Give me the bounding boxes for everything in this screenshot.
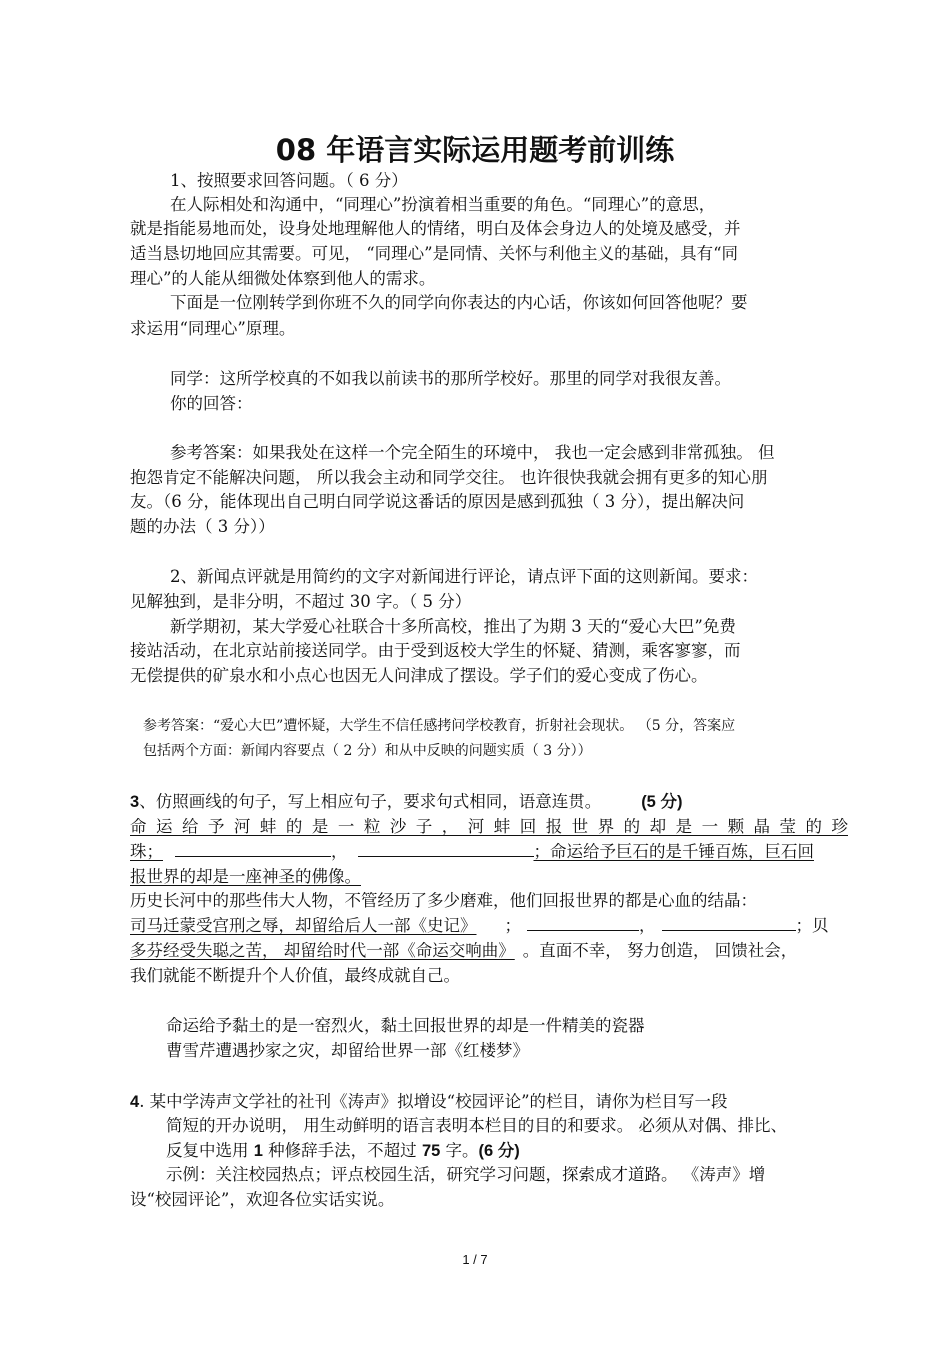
q4-text: 字。: [440, 1141, 479, 1160]
q1-instruction-line: 求运用“同理心”原理。: [130, 319, 296, 338]
q3-model-line3: 报世界的却是一座神圣的佛像。: [130, 867, 361, 886]
q4-text-line: 简短的开办说明， 用生动鲜明的语言表明本栏目的目的和要求。 必须从对偶、排比、: [166, 1116, 787, 1135]
q3-blank-3[interactable]: [527, 915, 639, 931]
q3-answer-line: 曹雪芹遭遇抄家之灾，却留给世界一部《红楼梦》: [166, 1041, 529, 1060]
q3-model-line2: [130, 841, 822, 863]
q1-text-line: 适当恳切地回应其需要。可见， “同理心”是同情、关怀与利他主义的基础，具有“同: [130, 244, 739, 263]
q4-text: 种修辞手法，不超过: [262, 1141, 422, 1160]
q1-answer-line: 参考答案：如果我处在这样一个完全陌生的环境中， 我也一定会感到非常孤独。 但: [170, 443, 775, 462]
q4-heading-text: . 某中学涛声文学社的社刊《涛声》拟增设“校园评论”的栏目，请你为栏目写一段: [139, 1092, 728, 1111]
q1-answer-line: 题的办法（ 3 分））: [130, 517, 275, 536]
q4-score: (6 分): [478, 1142, 520, 1160]
q1-answer-line: 友。（6 分，能体现出自己明白同学说这番话的原因是感到孤独（ 3 分），提出解决问: [130, 492, 745, 511]
q3-model-sentence: 命运给予河蚌的是一粒沙子，河蚌回报世界的却是一颗晶莹的珍: [130, 817, 848, 836]
q4-number-bold: 75: [421, 1142, 441, 1160]
q1-text-line: 在人际相处和沟通中，“同理心”扮演着相当重要的角色。“同理心”的意思，: [170, 195, 716, 214]
q3-blank-1[interactable]: [175, 841, 331, 857]
q4-example-line: 设“校园评论”，欢迎各位实话实说。: [130, 1190, 395, 1209]
q4-number-bold: 1: [253, 1142, 263, 1160]
q2-heading: 2、新闻点评就是用简约的文字对新闻进行评论，请点评下面的这则新闻。要求：: [170, 567, 758, 586]
q3-underlined-example: 多芬经受失聪之苦， 却留给时代一部《命运交响曲》: [130, 941, 515, 960]
page-title: 08 年语言实际运用题考前训练: [275, 133, 675, 167]
q3-prompt-line5: [130, 915, 829, 937]
q2-heading: 见解独到，是非分明，不超过 30 字。（ 5 分）: [130, 592, 472, 611]
q3-number: 3: [130, 793, 140, 811]
q3-heading: [130, 791, 682, 813]
page-number: 1 / 7: [462, 1252, 488, 1267]
q1-instruction-line: 下面是一位刚转学到你班不久的同学向你表达的内心话，你该如何回答他呢？要: [170, 293, 748, 312]
q3-score: (5 分): [641, 793, 683, 811]
q3-model-text: ；命运给予巨石的是千锤百炼，巨石回: [533, 842, 814, 861]
q3-blank-4[interactable]: [662, 915, 796, 931]
q4-example-line: 示例：关注校园热点；评点校园生活，研究学习问题，探索成才道路。 《涛声》增: [166, 1165, 766, 1184]
q4-heading: [130, 1091, 728, 1113]
q3-prompt-line: 我们就能不断提升个人价值，最终成就自己。: [130, 966, 460, 985]
q3-text: ；贝: [795, 916, 829, 935]
q3-blank-2[interactable]: [358, 841, 534, 857]
q2-news-line: 无偿提供的矿泉水和小点心也因无人问津成了摆设。学子们的爱心变成了伤心。: [130, 666, 708, 685]
q3-underlined-example: 司马迁蒙受宫刑之辱，却留给后人一部《史记》: [130, 916, 477, 935]
q2-news-line: 新学期初，某大学爱心社联合十多所高校，推出了为期 3 天的“爱心大巴”免费: [170, 617, 736, 636]
q3-prompt-line: 历史长河中的那些伟大人物，不管经历了多少磨难，他们回报世界的都是心血的结晶：: [130, 891, 757, 910]
q3-heading-text: 、仿照画线的句子，写上相应句子，要求句式相同，语意连贯。: [139, 792, 602, 811]
q3-separator: ；: [504, 916, 521, 935]
q1-student-quote: 同学：这所学校真的不如我以前读书的那所学校好。那里的同学对我很友善。: [170, 369, 731, 388]
q3-separator: ，: [331, 842, 348, 861]
q3-prompt-line6: [130, 940, 797, 962]
q1-answer-line: 抱怨肯定不能解决问题， 所以我会主动和同学交往。 也许很快我就会拥有更多的知心朋: [130, 468, 768, 487]
q4-text: 反复中选用: [166, 1141, 254, 1160]
q2-answer-line: 包括两个方面：新闻内容要点（ 2 分）和从中反映的问题实质（ 3 分））: [143, 743, 592, 759]
q4-requirement-line: [166, 1140, 520, 1162]
q2-news-line: 接站活动，在北京站前接送同学。由于受到返校大学生的怀疑、猜测，乘客寥寥，而: [130, 641, 741, 660]
q1-text-line: 理心”的人能从细微处体察到他人的需求。: [130, 269, 436, 288]
q3-separator: ，: [639, 916, 656, 935]
q3-answer-line: 命运给予黏土的是一窑烈火，黏土回报世界的却是一件精美的瓷器: [166, 1016, 645, 1035]
q1-heading: 1、按照要求回答问题。（ 6 分）: [170, 171, 408, 190]
q1-reply-prompt: 你的回答：: [170, 394, 253, 413]
q4-number: 4: [130, 1093, 140, 1111]
q2-answer-line: 参考答案：“爱心大巴”遭怀疑，大学生不信任感拷问学校教育，折射社会现状。 （5 分，答案应: [143, 718, 736, 734]
q1-text-line: 就是指能易地而处，设身处地理解他人的情绪，明白及体会身边人的处境及感受，并: [130, 219, 741, 238]
q3-text: 。直面不幸， 努力创造， 回馈社会，: [522, 941, 798, 960]
q3-model-text: 珠；: [130, 842, 163, 861]
